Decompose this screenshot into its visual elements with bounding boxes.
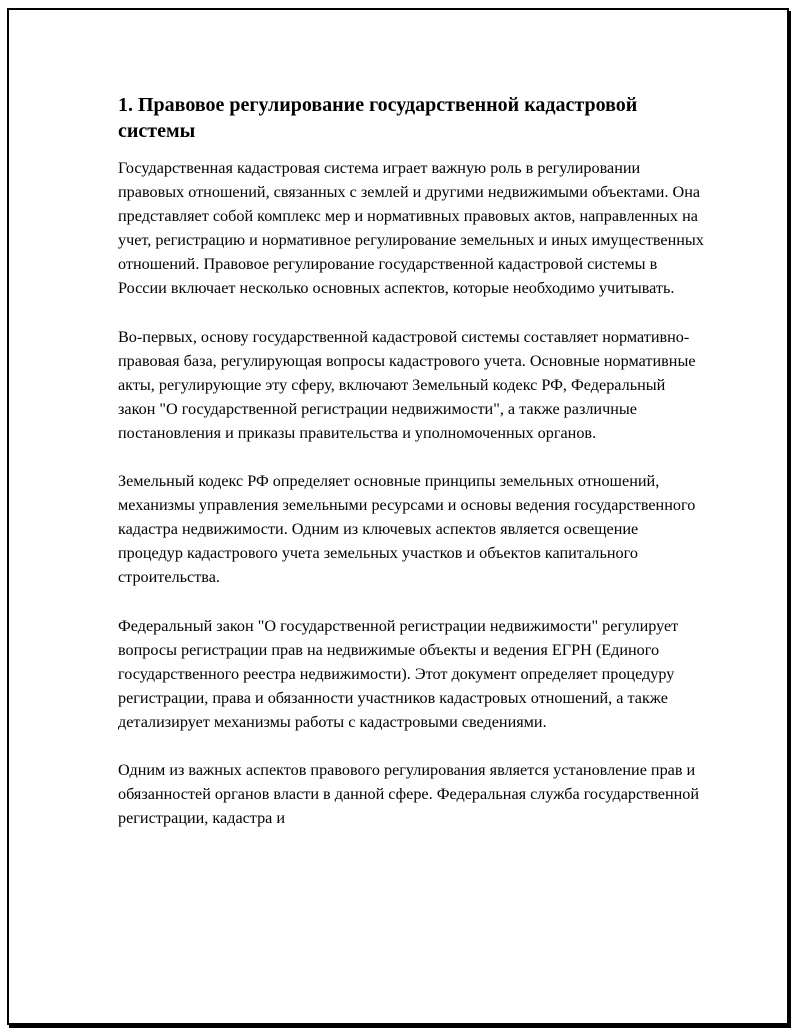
- document-body: [118, 92, 706, 854]
- paragraph: Во-первых, основу государственной кадастровой системы составляет нормативно-правовая база, регулирующая вопросы кадастрового учета. Основные нормативные акты, регулирующие эту сферу, включают Земельный кодекс РФ, Федеральный закон "О государственной регистрации недвижимости", а также различные постановления и приказы правительства и уполномоченных органов.: [118, 327, 696, 442]
- section-heading: 1. Правовое регулирование государственной кадастровой системы: [118, 94, 638, 142]
- paragraph: Федеральный закон "О государственной регистрации недвижимости" регулирует вопросы регистрации прав на недвижимые объекты и ведения ЕГРН (Единого государственного реестра недвижимости). Этот документ определяет процедуру регистрации, права и обязанности участников кадастровых отношений, а также детализирует механизмы работы с кадастровыми сведениями.: [118, 616, 679, 731]
- paragraph: Государственная кадастровая система играет важную роль в регулировании правовых отношений, связанных с землей и другими недвижимыми объектами. Она представляет собой комплекс мер и нормативных правовых актов, направленных на учет, регистрацию и нормативное регулирование земельных и иных имущественных отношений. Правовое регулирование государственной кадастровой системы в России включает несколько основных аспектов, которые необходимо учитывать.: [118, 159, 704, 298]
- paragraph: Земельный кодекс РФ определяет основные принципы земельных отношений, механизмы управления земельными ресурсами и основы ведения государственного кадастра недвижимости. Одним из ключевых аспектов является освещение процедур кадастрового учета земельных участков и объектов капитального строительства.: [118, 472, 696, 587]
- paragraph: Одним из важных аспектов правового регулирования является установление прав и обязанностей органов власти в данной сфере. Федеральная служба государственной регистрации, кадастра и: [118, 760, 700, 828]
